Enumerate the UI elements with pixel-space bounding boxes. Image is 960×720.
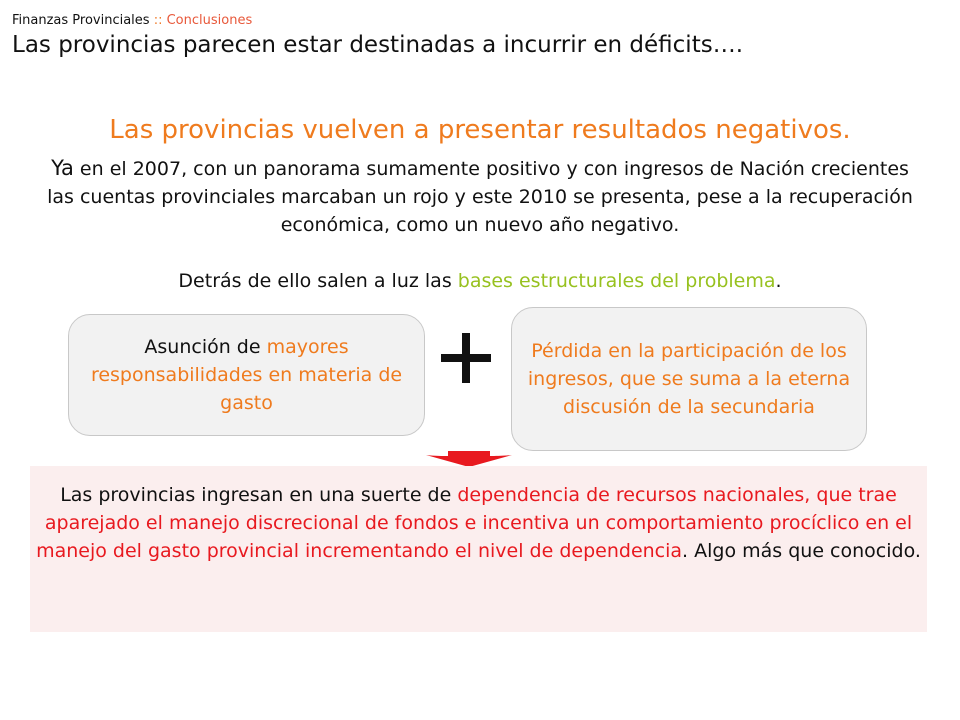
structural-paragraph xyxy=(40,270,920,292)
breadcrumb-section: Finanzas Provinciales xyxy=(12,13,150,28)
conclusion-box xyxy=(30,466,927,632)
structural-before: Detrás de ello salen a luz las xyxy=(178,270,458,292)
cause-box-revenue-text: Pérdida en la participación de los ingresos, que se suma a la eterna discusión de la secundaria xyxy=(527,340,851,418)
intro-paragraph xyxy=(40,154,920,239)
conclusion-highlight: dependencia de recursos nacionales, que trae aparejado el manejo discrecional de fondos e incentiva un comportamiento procíclico en el manejo del gasto provincial incrementando el nivel de dependencia xyxy=(36,484,913,562)
cause-box-spending-before: Asunción de xyxy=(144,336,267,358)
cause-box-spending-text xyxy=(69,333,424,417)
slide-title: Las provincias parecen estar destinadas a incurrir en déficits…. xyxy=(12,32,744,58)
cause-box-revenue xyxy=(511,307,867,451)
structural-after: . xyxy=(775,270,782,292)
intro-text: en el 2007, con un panorama sumamente positivo y con ingresos de Nación crecientes las cuentas provinciales marcaban un rojo y este 2010 se presenta, pese a la recuperación económica, como un nuevo año negativo. xyxy=(47,158,913,236)
down-arrow-icon xyxy=(426,449,512,467)
plus-icon xyxy=(440,332,492,384)
conclusion-part1: Las provincias ingresan en una suerte de xyxy=(60,484,458,506)
breadcrumb-current: Conclusiones xyxy=(166,13,253,28)
cause-box-spending xyxy=(68,314,425,436)
conclusion-part2: . Algo más que conocido. xyxy=(682,540,921,562)
structural-highlight: bases estructurales del problema xyxy=(457,270,776,292)
headline: Las provincias vuelven a presentar resultados negativos. xyxy=(109,115,851,145)
breadcrumb xyxy=(12,13,252,28)
cause-box-spending-highlight: mayores responsabilidades en materia de gasto xyxy=(90,336,403,414)
breadcrumb-separator: :: xyxy=(153,13,163,28)
intro-lead: Ya xyxy=(51,156,74,180)
